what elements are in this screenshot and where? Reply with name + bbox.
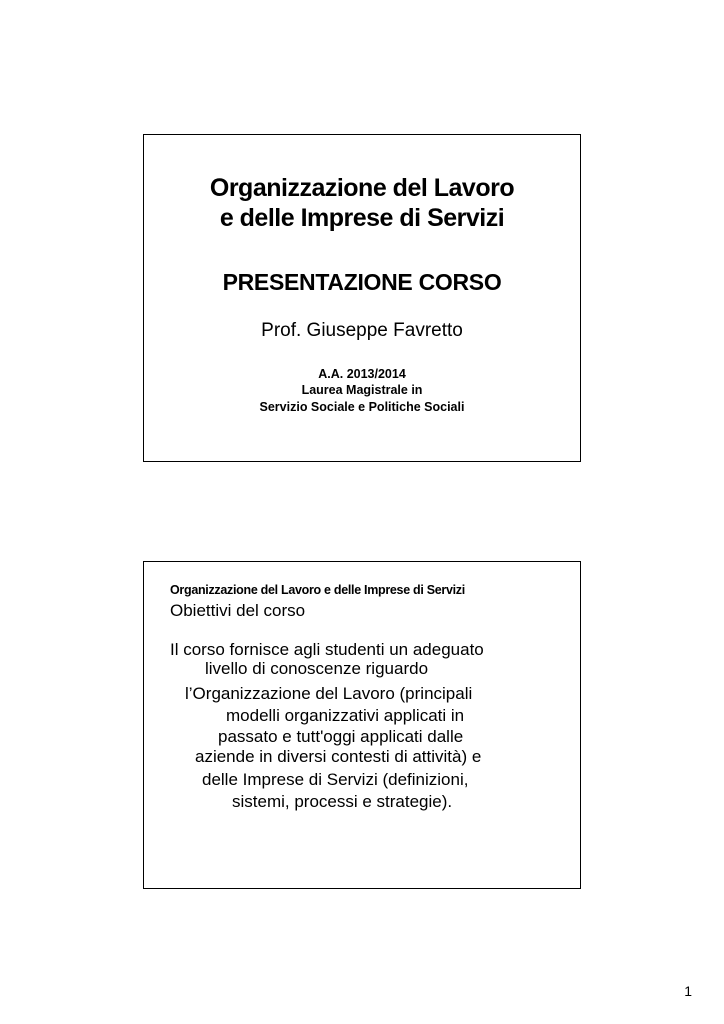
- title-slide: [143, 134, 581, 462]
- course-title-line-1: Organizzazione del Lavoro: [209, 174, 515, 202]
- academic-year: A.A. 2013/2014: [318, 367, 406, 381]
- page-number: 1: [684, 983, 692, 999]
- course-title-line-2: e delle Imprese di Servizi: [219, 204, 505, 232]
- degree-line-1: Laurea Magistrale in: [301, 383, 423, 397]
- slide-header: Organizzazione del Lavoro e delle Imprese di Servizi: [170, 583, 465, 597]
- slide-subheader: Obiettivi del corso: [170, 601, 306, 620]
- body-line: Il corso fornisce agli studenti un adeguato: [170, 640, 484, 659]
- body-line: livello di conoscenze riguardo: [205, 659, 429, 678]
- body-line: sistemi, processi e strategie).: [232, 792, 453, 811]
- body-line: passato e tutt'oggi applicati dalle: [218, 727, 464, 746]
- body-line: delle Imprese di Servizi (definizioni,: [202, 770, 469, 789]
- professor-name: Prof. Giuseppe Favretto: [261, 320, 463, 341]
- degree-line-2: Servizio Sociale e Politiche Sociali: [259, 400, 465, 414]
- objectives-slide: [143, 561, 581, 889]
- body-line: modelli organizzativi applicati in: [226, 706, 465, 725]
- body-line: l’Organizzazione del Lavoro (principali: [185, 684, 473, 703]
- body-line: aziende in diversi contesti di attività) e: [195, 747, 482, 766]
- presentation-subtitle: PRESENTAZIONE CORSO: [222, 269, 502, 295]
